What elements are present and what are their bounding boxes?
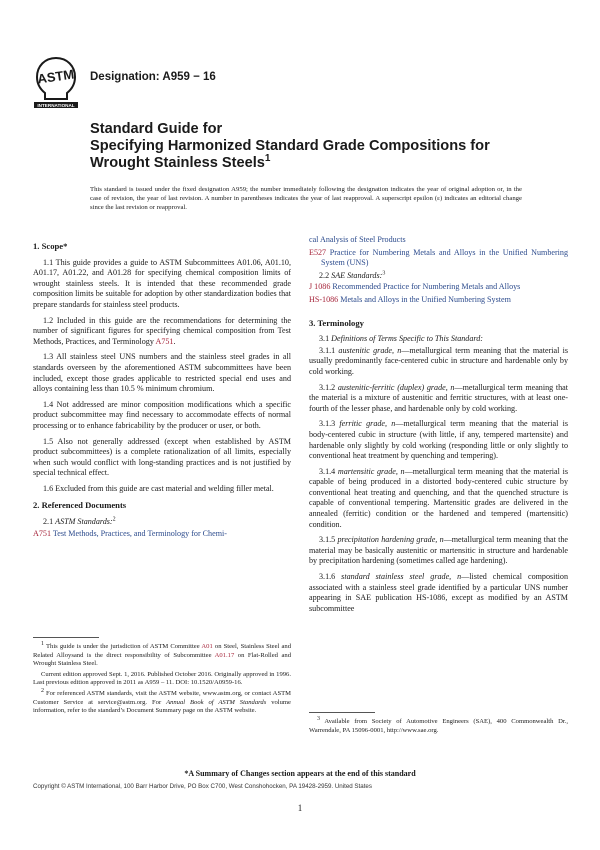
scope-heading: 1. Scope* — [33, 241, 68, 251]
title-footnote-mark: 1 — [264, 153, 271, 165]
left-column — [33, 235, 291, 541]
ref-j1086[interactable]: J 1086 Recommended Practice for Numbering Metals and Alloys — [309, 282, 521, 292]
term-3-1: 3.1 Definitions of Terms Specific to This Standard: — [319, 334, 483, 344]
term-3-1-6: 3.1.6 standard stainless steel grade, n—listed chemical composition associated with a stainless steel grade identified by a particular UNS number appearing in SAE publication HS-1086, except as modified by an ASTM subcommittee — [309, 572, 568, 613]
scope-1-5: 1.5 Also not generally addressed (except when established by ASTM product subcommittees) is a complete rationalization of all limits, especially when such would conflict with long-standing practices and is not justified by special technical effect. — [33, 436, 291, 478]
footnote-3: $^3$ Available from Society of Automotive Engineers (SAE), 400 Commonwealth Dr., Warrendale, PA 15096-0001, http://www.sae.org. — [309, 715, 568, 734]
ref-hs1086[interactable]: HS-1086 Metals and Alloys in the Unified Numbering System — [309, 294, 511, 304]
svg-text:ASTM: ASTM — [36, 66, 76, 87]
references-heading: 2. Referenced Documents — [33, 500, 127, 511]
ref-e527[interactable]: E527 Practice for Numbering Metals and Alloys in the Unified Numbering System (UNS) — [309, 247, 569, 268]
term-3-1-4: 3.1.4 martensitic grade, n—metallurgical term meaning that the material is capable of being produced in a distorted body-centered cubic structure by conventional heat treating and quenching, and that the quenched structure is capable of conventional tempering. Martensitic grades are delivered in the annealed (ferritic) condition or the hardened and tempered (martensitic) condition. — [309, 466, 568, 529]
footnote-1-edition: Current edition approved Sept. 1, 2016. Published October 2016. Originally approved in 1996. Last previous edition approved in 2011 as A959 – 11. DOI: 10.1520/A0959-16. — [33, 670, 291, 687]
link-a01-17[interactable]: A01.17 — [214, 651, 235, 659]
term-3-1-5: 3.1.5 precipitation hardening grade, n—metallurgical term meaning that the material may be basically austenitic or martensitic in structure and hardenable by precipitation hardening (sometimes called age hardening). — [309, 535, 568, 566]
issuance-notice: This standard is issued under the fixed designation A959; the number immediately following the designation indicates the year of original adoption or, in the case of revision, the year of last revision. A number in parentheses indicates the year of last reapproval. A superscript epsilon (ε) indicates an editorial change since the last revision or reapproval. — [90, 186, 522, 211]
svg-text:INTERNATIONAL: INTERNATIONAL — [37, 103, 75, 108]
astm-logo — [31, 56, 81, 112]
terminology-heading: 3. Terminology — [309, 317, 364, 328]
term-3-1-3: 3.1.3 ferritic grade, n—metallurgical term meaning that the material is body-centered cubic in structure (with little, if any, tempered martensite) and hardenable only slightly by cold working (responding little or only slightly to conventional heat treatment by quenching and tempering). — [309, 419, 568, 461]
ref-a751-left[interactable]: A751 Test Methods, Practices, and Terminology for Chemi- — [33, 528, 227, 538]
document-title — [90, 121, 520, 172]
scope-1-6: 1.6 Excluded from this guide are cast material and welding filler metal. — [43, 483, 274, 493]
sae-standards-label: 2.2 SAE Standards:$^3$ — [319, 270, 386, 280]
summary-of-changes-note: *A Summary of Changes section appears at the end of this standard — [184, 769, 416, 778]
ref-a751-cont: cal Analysis of Steel Products — [309, 235, 406, 244]
term-3-1-2: 3.1.2 austenitic-ferritic (duplex) grade, n—metallurgical term meaning that the material is a mixture of austenitic and ferritic structures, with at least one-fourth of the lesser phase, and hardenable only by cold working. — [309, 382, 569, 413]
title-line-1: Standard Guide for — [90, 121, 223, 137]
footnotes-right — [309, 715, 568, 737]
copyright: Copyright © ASTM International, 100 Barr Harbor Drive, PO Box C700, West Conshohocken, PA 19428-2959. United States — [33, 783, 372, 790]
title-line-2: Specifying Harmonized Standard Grade Compositions for Wrought Stainless Steels$^1$ — [90, 138, 490, 171]
right-column — [309, 235, 568, 619]
scope-1-2: 1.2 Included in this guide are the recommendations for determining the number of significant figures for specifying chemical composition from Test Methods, Practices, and Terminology A751. — [33, 315, 291, 346]
scope-1-3: 1.3 All stainless steel UNS numbers and the stainless steel grades in all standards overseen by the aforementioned ASTM subcommittees have been included, except those grades applicable to restricted special end uses and alloys containing less than 10.5 % minimum chromium. — [33, 352, 291, 394]
page-number: 1 — [297, 803, 303, 813]
footnote-1: $^1$ This guide is under the jurisdiction of ASTM Committee A01 on Steel, Stainless Steel and Related Alloysand is the direct responsibility of Subcommittee A01.17 on Flat-Rolled and Wrought Stainless Steel. — [33, 640, 291, 668]
link-a751[interactable]: A751 — [155, 336, 174, 346]
designation: Designation: A959 − 16 — [90, 71, 216, 83]
footnotes-left — [33, 640, 291, 718]
footnote-2: $^2$ For referenced ASTM standards, visit the ASTM website, www.astm.org, or contact ASTM Customer Service at service@astm.org. For Annual Book of ASTM Standards volume information, refer to the standard’s Document Summary page on the ASTM website. — [33, 687, 291, 715]
scope-1-4: 1.4 Not addressed are minor composition modifications which a specific product subcommittee may find necessary to accommodate effects of normal processing or to enhance fabricability by the producer or user, or both. — [33, 399, 291, 430]
astm-standards-label: 2.1 ASTM Standards:$^2$ — [43, 516, 116, 527]
link-a01[interactable]: A01 — [201, 643, 213, 650]
term-3-1-1: 3.1.1 austenitic grade, n—metallurgical term meaning that the material is usually predominantly face-centered cubic in structure and hardenable only by cold working. — [309, 345, 568, 376]
scope-1-1: 1.1 This guide provides a guide to ASTM Subcommittees A01.06, A01.10, A01.17, A01.22, and A01.28 for specifying chemical composition limits of wrought stainless steels. It is intended that these recommended grade composition limits be suitable for adoption by other standardization bodies that prepare standards for stainless steel products. — [33, 257, 291, 309]
